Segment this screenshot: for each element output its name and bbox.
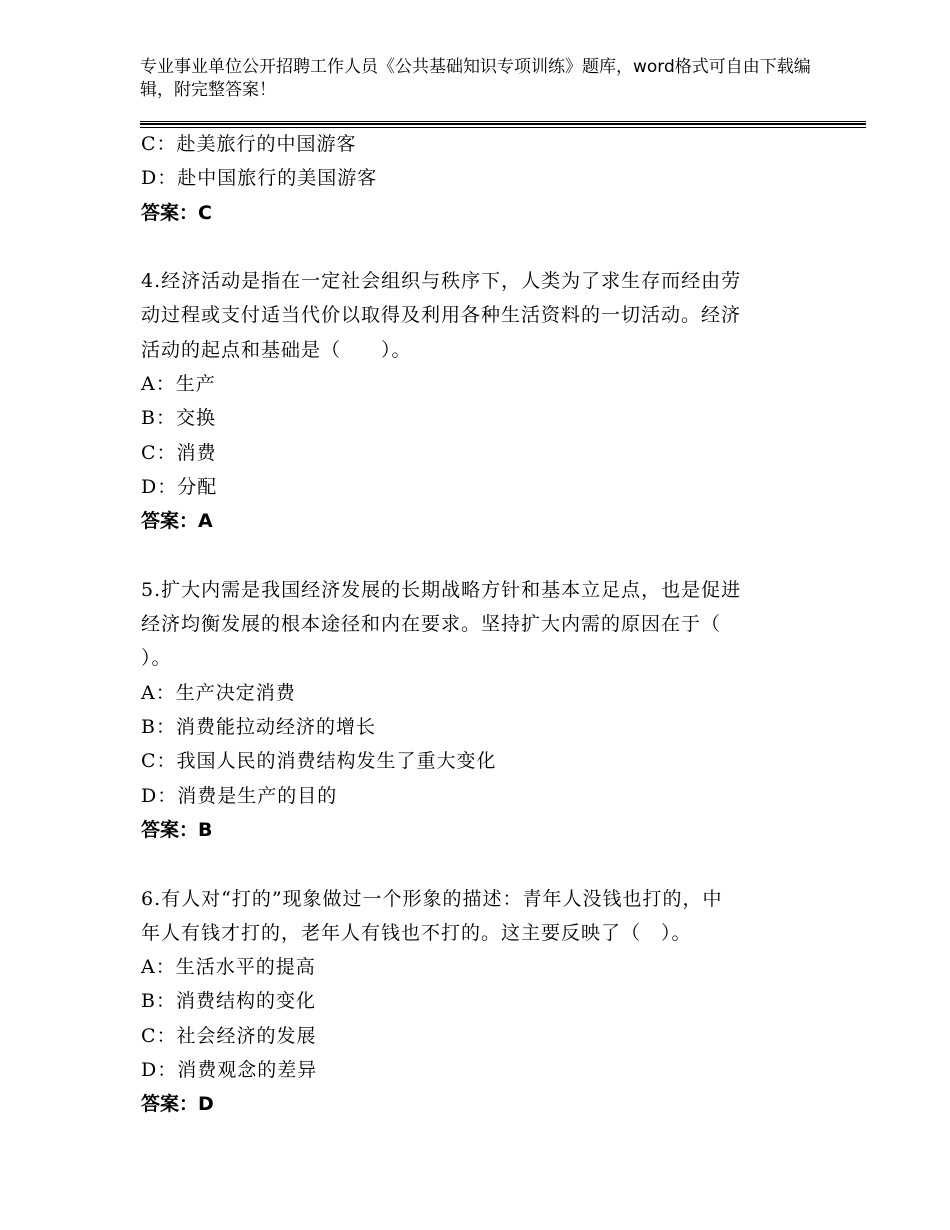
question-text-line: 经济均衡发展的根本途径和内在要求。坚持扩大内需的原因在于（: [141, 613, 722, 636]
question-text-line: 4.经济活动是指在一定社会组织与秩序下，人类为了求生存而经由劳: [141, 270, 742, 293]
header-rule-middle: [140, 123, 866, 125]
option-c: C：消费: [141, 441, 217, 464]
spacer: [141, 539, 801, 573]
document-header: [140, 56, 820, 102]
option-c: C：社会经济的发展: [141, 1024, 317, 1047]
question-text-line: 动过程或支付适当代价以取得及利用各种生活资料的一切活动。经济: [141, 304, 742, 327]
header-rule-top: [140, 121, 866, 122]
question-4: [141, 264, 801, 538]
option-b: B：消费能拉动经济的增长: [141, 716, 376, 739]
question-6: [141, 882, 801, 1122]
question-text-line: 6.有人对“打的”现象做过一个形象的描述：青年人没钱也打的，中: [141, 887, 723, 910]
option-d: D：赴中国旅行的美国游客: [141, 167, 378, 190]
answer-line: 答案：A: [141, 510, 213, 533]
question-fragment: [141, 127, 801, 230]
option-d: D：分配: [141, 475, 218, 498]
answer-line: 答案：B: [141, 818, 213, 841]
question-text-line: ）。: [141, 647, 172, 670]
spacer: [141, 847, 801, 881]
question-text-line: 5.扩大内需是我国经济发展的长期战略方针和基本立足点，也是促进: [141, 578, 742, 601]
option-c: C：赴美旅行的中国游客: [141, 133, 357, 155]
question-5: [141, 573, 801, 847]
header-title: 专业事业单位公开招聘工作人员《公共基础知识专项训练》题库，word格式可自由下载编辑，附完整答案！: [140, 57, 811, 100]
option-a: A：生产: [141, 373, 216, 396]
option-c: C：我国人民的消费结构发生了重大变化: [141, 750, 497, 773]
question-text-line: 年人有钱才打的，老年人有钱也不打的。这主要反映了（ ）。: [141, 921, 692, 944]
option-b: B：消费结构的变化: [141, 990, 316, 1013]
question-text-line: 活动的起点和基础是（ ）。: [141, 338, 412, 361]
option-d: D：消费观念的差异: [141, 1059, 318, 1082]
answer-line: 答案：C: [141, 201, 212, 224]
spacer: [141, 230, 801, 264]
answer-line: 答案：D: [141, 1093, 214, 1116]
option-b: B：交换: [141, 407, 216, 430]
question-content: [141, 127, 801, 1122]
option-a: A：生活水平的提高: [141, 956, 316, 979]
option-a: A：生产决定消费: [141, 681, 296, 704]
option-d: D：消费是生产的目的: [141, 784, 338, 807]
